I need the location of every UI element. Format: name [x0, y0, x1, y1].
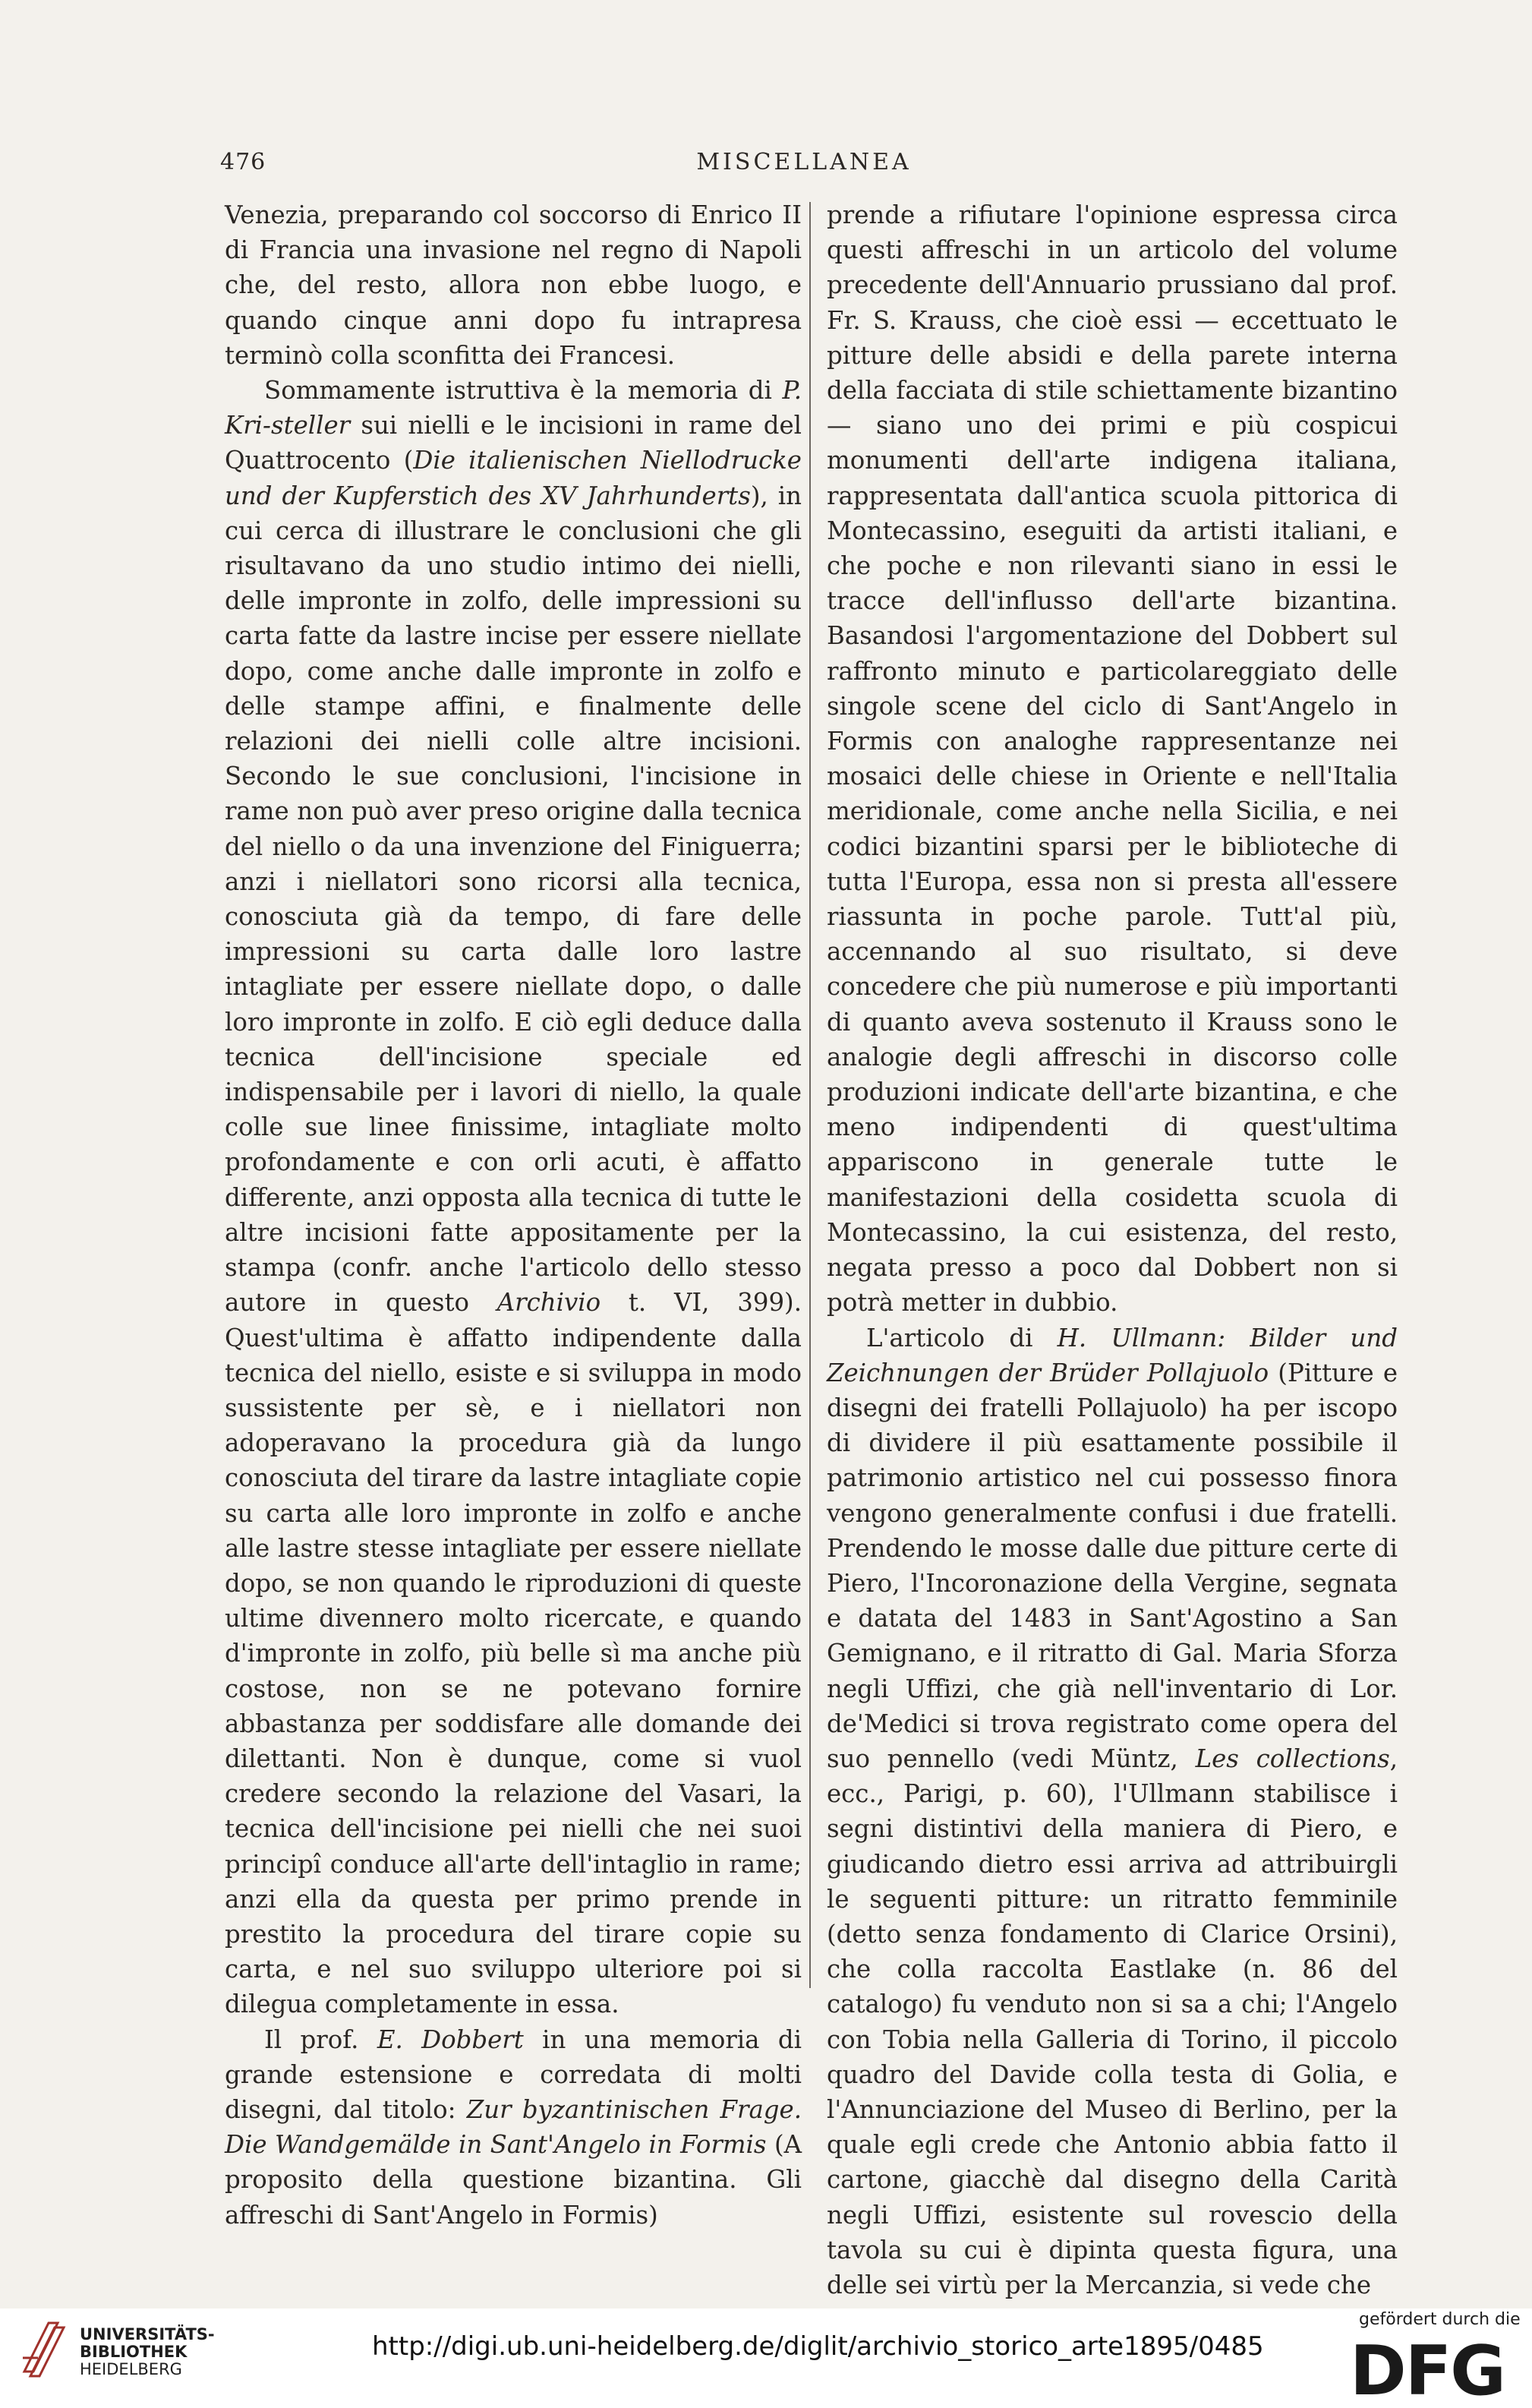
- running-head: [220, 149, 1388, 187]
- running-title: MISCELLANEA: [696, 149, 912, 175]
- left-text-column: [225, 197, 802, 2233]
- right-text-column: [827, 197, 1398, 2302]
- column-divider: [809, 202, 811, 1988]
- paragraph: L'articolo di H. Ullmann: Bilder und Zeichnungen der Brüder Pollajuolo (Pitture e disegni dei fratelli Pollajuolo) ha per iscopo di dividere il più esattamente possibile il patrimonio artistico nel cui possesso finora vengono generalmente confusi i due fratelli. Prendendo le mosse dalle due pitture certe di Piero, l'Incoronazione della Vergine, segnata e datata del 1483 in Sant'Agostino a San Gemignano, e il ritratto di Gal. Maria Sforza negli Uffizi, che già nell'inventario di Lor. de'Medici si trova registrato come opera del suo pennello (vedi Müntz, Les collections, ecc., Parigi, p. 60), l'Ullmann stabilisce i segni distintivi della maniera di Piero, e giudicando dietro essi arriva ad attribuirgli le seguenti pitture: un ritratto femminile (detto senza fondamento di Clarice Orsini), che colla raccolta Eastlake (n. 86 del catalogo) fu venduto non si sa a chi; l'Angelo con Tobia nella Galleria di Torino, il piccolo quadro del Davide colla testa di Golia, e l'Annunciazione del Museo di Berlino, per la quale egli crede che Antonio abbia fatto il cartone, giacchè dal disegno della Carità negli Uffizi, esistente sul rovescio della tavola su cui è dipinta questa figura, una delle sei virtù per la Mercanzia, si vede che: [827, 1323, 1398, 2299]
- paragraph: Venezia, preparando col soccorso di Enrico II di Francia una invasione nel regno di Napoli che, del resto, allora non ebbe luogo, e quando cinque anni dopo fu intrapresa terminò colla sconfitta dei Francesi.: [225, 200, 802, 370]
- page-number: 476: [220, 149, 266, 175]
- university-library-logo-icon: [20, 2312, 67, 2381]
- paragraph: prende a rifiutare l'opinione espressa circa questi affreschi in un articolo del volume precedente dell'Annuario prussiano dal prof. Fr. S. Krauss, che cioè essi — eccettuato le pitture delle absidi e della parete interna della facciata di stile schiettamente bizantino — siano uno dei primi e più cospicui monumenti dell'arte indigena italiana, rappresentata dall'antica scuola pittorica di Montecassino, eseguiti da artisti italiani, e che poche e non rilevanti siano in essi le tracce dell'influsso dell'arte bizantina. Basandosi l'argomentazione del Dobbert sul raffronto minuto e particolareggiato delle singole scene del ciclo di Sant'Angelo in Formis con analoghe rappresentanze nei mosaici delle chiese in Oriente e nell'Italia meridionale, come anche nella Sicilia, e nei codici bizantini sparsi per le biblioteche di tutta l'Europa, essa non si presta all'essere riassunta in poche parole. Tutt'al più, accennando al suo risultato, si deve concedere che più numerose e più importanti di quanto aveva sostenuto il Krauss sono le analogie degli affreschi in discorso colle produzioni indicate dell'arte bizantina, e che meno indipendenti di quest'ultima appariscono in generale tutte le manifestazioni della cosidetta scuola di Montecassino, la cui esistenza, del resto, negata presso a poco dal Dobbert non si potrà metter in dubbio.: [827, 200, 1398, 1318]
- dfg-logo-icon: [1350, 2335, 1515, 2400]
- university-library-name: UNIVERSITÄTS- BIBLIOTHEK HEIDELBERG: [80, 2325, 215, 2378]
- source-url-link[interactable]: http://digi.ub.uni-heidelberg.de/diglit/archivio_storico_arte1895/0485: [372, 2331, 1264, 2362]
- dfg-logo-text: DFG: [1350, 2335, 1505, 2400]
- paragraph: Il prof. E. Dobbert in una memoria di grande estensione e corredata di molti disegni, dal titolo: Zur byzantinischen Frage. Die Wandgemälde in Sant'Angelo in Formis (A proposito della questione bizantina. Gli affreschi di Sant'Angelo in Formis): [225, 2025, 802, 2230]
- funded-by-label: gefördert durch die: [1359, 2310, 1521, 2329]
- paragraph: Sommamente istruttiva è la memoria di P. Kri-steller sui nielli e le incisioni in rame del Quattrocento (Die italienischen Niellodrucke und der Kupferstich des XV Jahrhunderts), in cui cerca di illustrare le conclusioni che gli risultavano da uno studio intimo dei nielli, delle impronte in zolfo, delle impressioni su carta fatte da lastre incise per essere niellate dopo, come anche dalle impronte in zolfo e delle stampe affini, e finalmente delle relazioni dei nielli colle altre incisioni. Secondo le sue conclusioni, l'incisione in rame non può aver preso origine dalla tecnica del niello o da una invenzione del Finiguerra; anzi i niellatori sono ricorsi alla tecnica, conosciuta già da tempo, di fare delle impressioni su carta dalle loro lastre intagliate per essere niellate dopo, o dalle loro impronte in zolfo. E ciò egli deduce dalla tecnica dell'incisione speciale ed indispensabile per i lavori di niello, la quale colle sue linee finissime, intagliate molto profondamente e con orli acuti, è affatto differente, anzi opposta alla tecnica di tutte le altre incisioni fatte appositamente per la stampa (confr. anche l'articolo dello stesso autore in questo Archivio t. VI, 399). Quest'ultima è affatto indipendente dalla tecnica del niello, esiste e si sviluppa in modo sussistente per sè, e i niellatori non adoperavano la procedura già da lungo conosciuta del tirare da lastre intagliate copie su carta alle loro impronte in zolfo e anche alle lastre stesse intagliate per essere niellate dopo, se non quando le riproduzioni di queste ultime divennero molto ricercate, e quando d'impronte in zolfo, più belle sì ma anche più costose, non se ne potevano fornire abbastanza per soddisfare alle domande dei dilettanti. Non è dunque, come si vuol credere secondo la relazione del Vasari, la tecnica dell'incisione pei nielli che nei suoi principî conduce all'arte dell'intaglio in rame; anzi ella da questa per primo prende in prestito la procedura del tirare copie su carta, e nel suo sviluppo ulteriore poi si dilegua completamente in essa.: [225, 376, 802, 2019]
